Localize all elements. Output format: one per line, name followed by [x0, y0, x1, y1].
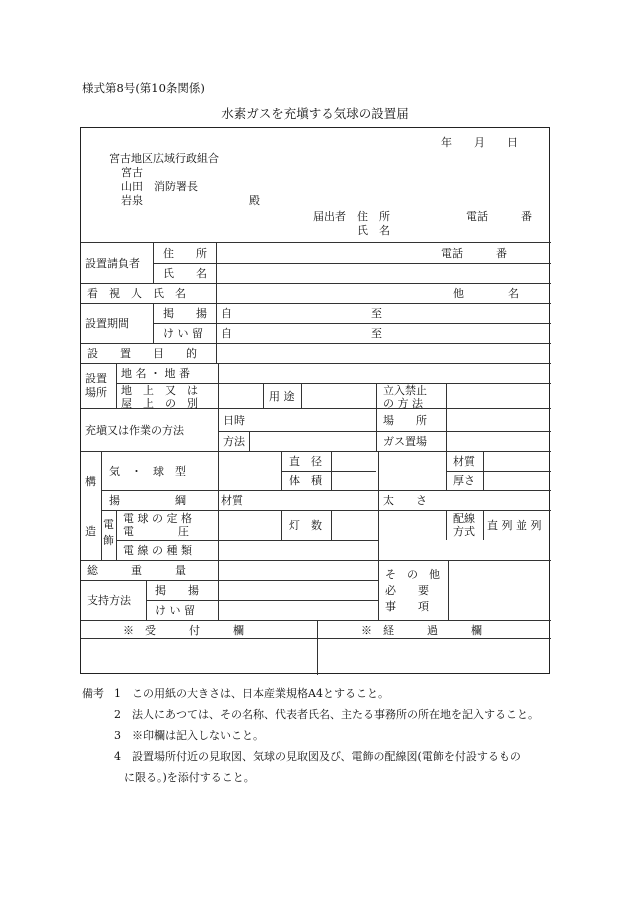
structure-label: 構 [85, 475, 96, 488]
requester-phone: 電話 番 [441, 247, 507, 260]
decoration-label: 飾 [103, 534, 114, 547]
grid-line [331, 510, 332, 540]
grid-line [448, 560, 449, 620]
diameter-label: 直 径 [289, 455, 322, 468]
grid-line [116, 540, 378, 541]
decoration-label: 電 [103, 518, 114, 531]
support-raise-label: 掲 揚 [155, 584, 199, 597]
location-label: 場所 [85, 386, 107, 399]
grid-line [281, 451, 282, 490]
grid-line [101, 490, 551, 491]
weight-label: 総 重 量 [87, 564, 186, 577]
location-use-label: 用 途 [269, 390, 295, 403]
grid-line [81, 620, 551, 621]
location-label: 設置 [85, 372, 107, 385]
period-raise-label: 掲 揚 [163, 307, 207, 320]
notifier-name-label: 氏 名 [357, 224, 390, 237]
location-ground-label: 屋 上 の 別 [121, 397, 198, 410]
purpose-label: 設 置 目 的 [87, 347, 197, 360]
other-label: そ の 他 [385, 568, 440, 581]
form-table [80, 127, 550, 674]
grid-line [146, 580, 147, 620]
grid-line [218, 451, 219, 620]
location-restrict-label: の 方 法 [383, 397, 423, 410]
grid-line [81, 638, 551, 639]
note-item: 2 法人にあつては、その名称、代表者氏名、主たる事務所の所在地を記入すること。 [114, 708, 539, 721]
grid-line [81, 363, 551, 364]
support-moor-label: け い 留 [155, 604, 195, 617]
form-number: 様式第8号(第10条関係) [82, 81, 205, 95]
wiring-label: 配線 [453, 512, 475, 525]
addressee-line: 山田 消防署長 [121, 180, 198, 193]
filling-datetime-label: 日時 [223, 414, 245, 427]
grid-line [116, 510, 117, 560]
progress-header: ※ 経 過 欄 [361, 624, 482, 637]
lamp-count-label: 灯 数 [289, 519, 322, 532]
grid-line [81, 343, 551, 344]
grid-line [263, 383, 264, 408]
receipt-header: ※ 受 付 欄 [123, 624, 244, 637]
addressee-line: 宮古 [121, 166, 143, 179]
grid-line [281, 471, 376, 472]
grid-line [153, 323, 551, 324]
thickness-label: 厚さ [453, 474, 475, 487]
filling-gas-storage-label: ガス置場 [383, 435, 427, 448]
rope-material-label: 材質 [221, 494, 243, 507]
notifier-phone: 電話 番 [466, 210, 532, 223]
grid-line [218, 363, 219, 451]
grid-line [281, 510, 282, 540]
grid-line [81, 242, 551, 243]
grid-line [446, 510, 447, 540]
period-moor-label: け い 留 [163, 327, 203, 340]
material-label: 材質 [453, 455, 475, 468]
filling-label: 充塡又は作業の方法 [85, 424, 184, 437]
addressee-org: 宮古地区広域行政組合 [109, 152, 219, 165]
period-to: 至 [371, 327, 382, 340]
grid-line [446, 383, 447, 451]
grid-line [331, 451, 332, 490]
note-item: 3 ※印欄は記入しないこと。 [114, 729, 264, 742]
period-to: 至 [371, 307, 382, 320]
grid-line [216, 242, 217, 363]
requester-address-label: 住 所 [163, 247, 207, 260]
grid-line [301, 383, 302, 408]
document-title: 水素ガスを充塡する気球の設置届 [221, 106, 409, 121]
addressee-line: 岩泉 [121, 194, 143, 207]
grid-line [81, 580, 378, 581]
location-restrict-label: 立入禁止 [383, 384, 427, 397]
grid-line [81, 283, 551, 284]
grid-line [146, 600, 378, 601]
wiring-value: 直 列 並 列 [487, 519, 542, 532]
note-item: 1 この用紙の大きさは、日本産業規格A4とすること。 [114, 687, 389, 700]
grid-line [376, 383, 377, 451]
grid-line [446, 471, 551, 472]
filling-place-label: 場 所 [383, 414, 427, 427]
requester-label: 設置請負者 [85, 257, 140, 270]
location-address-label: 地 名 ・ 地 番 [121, 367, 190, 380]
note-item: に限る。)を添付すること。 [124, 771, 255, 784]
grid-line [81, 451, 551, 452]
other-label: 事 項 [385, 600, 429, 613]
voltage-label: 電 圧 [123, 525, 189, 538]
volume-label: 体 積 [289, 474, 322, 487]
note-item: 4 設置場所付近の見取図、気球の見取図及び、電飾の配線図(電飾を付設するもの [114, 750, 521, 763]
period-from: 自 [221, 327, 232, 340]
grid-line [378, 451, 379, 620]
grid-line [317, 620, 318, 675]
notifier-address-label: 住 所 [357, 210, 390, 223]
location-ground-label: 地 上 又 は [121, 384, 198, 397]
watchman-count: 他 名 [453, 287, 519, 300]
grid-line [153, 263, 551, 264]
period-label: 設置期間 [85, 317, 129, 330]
grid-line [116, 363, 117, 408]
other-label: 必 要 [385, 584, 429, 597]
watchman-label: 看 視 人 氏 名 [87, 287, 186, 300]
grid-line [101, 451, 102, 560]
grid-line [81, 560, 551, 561]
wire-type-label: 電 線 の 種 類 [123, 544, 192, 557]
honorific: 殿 [249, 194, 260, 207]
requester-name-label: 氏 名 [163, 267, 207, 280]
wiring-label: 方式 [453, 525, 475, 538]
grid-line [446, 451, 447, 490]
structure-label: 造 [85, 525, 96, 538]
support-label: 支持方法 [87, 594, 131, 607]
balloon-type-label: 気 ・ 球 型 [109, 465, 186, 478]
rope-label: 揚 綱 [109, 494, 186, 507]
grid-line [249, 431, 250, 451]
rope-thickness-label: 太 さ [383, 494, 427, 507]
grid-line [483, 510, 484, 540]
bulb-rating-label: 電 球 の 定 格 [123, 512, 192, 525]
notifier-label: 届出者 [313, 210, 346, 223]
date-field: 年 月 日 [441, 136, 518, 149]
grid-line [153, 303, 154, 343]
period-from: 自 [221, 307, 232, 320]
notes-label: 備考 [82, 687, 104, 700]
grid-line [218, 431, 551, 432]
grid-line [483, 451, 484, 490]
grid-line [153, 242, 154, 283]
filling-method-label: 方法 [223, 435, 245, 448]
grid-line [81, 303, 551, 304]
